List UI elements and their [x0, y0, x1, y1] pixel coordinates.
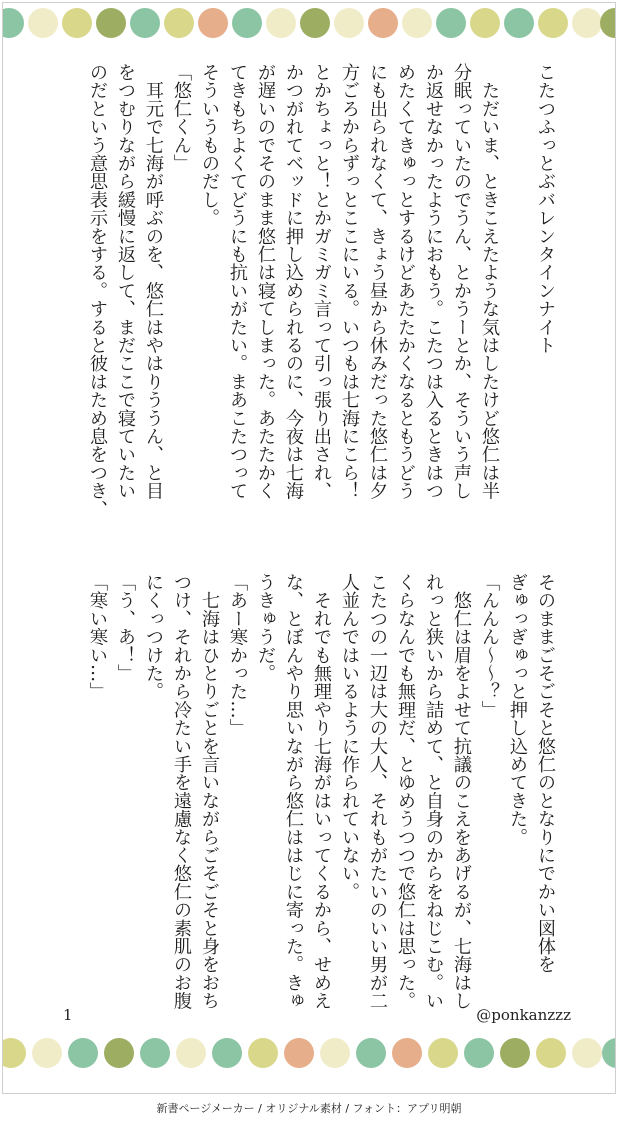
dot-decoration [248, 1038, 278, 1068]
dot-decoration [470, 8, 500, 38]
text-column: くらなんでも無理だ、とゆめうつつで悠仁は思った。 [395, 573, 416, 1010]
text-column: 方ごろからずっとここにいる。いつもは七海にこら！ [339, 63, 360, 500]
dot-decoration [402, 8, 432, 38]
text-column: か返せなかったようにおもう。こたつは入るときはつ [423, 63, 444, 500]
text-column: な、とぼんやり思いながら悠仁ははじに寄った。きゅ [283, 573, 304, 1010]
page-number: 1 [63, 1006, 73, 1024]
text-column: ただいま、ときこえたような気はしたけど悠仁は半 [479, 63, 500, 500]
text-column: そういうものだし。 [199, 63, 220, 227]
dot-decoration [602, 1038, 615, 1068]
text-column: が遅いのでそのまま悠仁は寝てしまった。あたたかく [255, 63, 276, 500]
dot-decoration [600, 8, 615, 38]
text-column: 分眠っていたのでうん、とかうーとか、そういう声し [451, 63, 472, 500]
text-column: にくっつけた。 [143, 573, 164, 701]
text-column: 人並んではいるように作られていない。 [339, 573, 360, 901]
dot-decoration [212, 1038, 242, 1068]
dot-decoration [62, 8, 92, 38]
dot-decoration [140, 1038, 170, 1068]
text-column: 耳元で七海が呼ぶのを、悠仁はやはりううん、と目 [143, 63, 164, 500]
novel-page [2, 2, 616, 1094]
page-maker-credit: 新書ページメーカー / オリジナル素材 / フォント：アプリ明朝 [156, 1102, 462, 1115]
dot-decoration [32, 1038, 62, 1068]
dot-decoration [572, 8, 602, 38]
dot-decoration [232, 8, 262, 38]
story-title: こたつふっとぶバレンタインナイト [535, 63, 556, 355]
dot-decoration [198, 8, 228, 38]
text-column: をつむりながら緩慢に返して、まだここで寝ていたい [115, 63, 136, 500]
text-column: のだという意思表示をする。すると彼はため息をつき、 [87, 63, 108, 518]
text-column: れっと狭いから詰めて、と自身のからをねじこむ。い [423, 573, 444, 1010]
text-column: 「んんん〜〜？」 [479, 573, 500, 719]
text-column: てきもちよくてどうにも抗いがたい。まあこたつって [227, 63, 248, 500]
dot-decoration [536, 1038, 566, 1068]
dot-decoration [130, 8, 160, 38]
text-column: ぎゅっぎゅっと押し込めてきた。 [507, 573, 528, 846]
dot-decoration [428, 1038, 458, 1068]
text-column: とかちょっと！とかガミガミ言って引っ張り出され、 [311, 63, 332, 500]
dot-decoration [3, 1038, 26, 1068]
dot-decoration [538, 8, 568, 38]
text-column: めたくてきゅっとするけどあたたかくなるともうどう [395, 63, 416, 500]
dot-decoration [392, 1038, 422, 1068]
dot-decoration [3, 8, 24, 38]
dot-decoration [96, 8, 126, 38]
text-column: うきゅうだ。 [255, 573, 276, 683]
text-column: にも出られなくて、きょう昼から休みだった悠仁は夕 [367, 63, 388, 500]
dot-decoration [266, 8, 296, 38]
dot-decoration [164, 8, 194, 38]
text-column: 「う、あ！」 [115, 573, 136, 683]
dot-decoration [436, 8, 466, 38]
text-column: こたつの一辺は大の大人、それもがたいのいい男が二 [367, 573, 388, 1010]
vertical-text-body [55, 63, 565, 1010]
dot-decoration [176, 1038, 206, 1068]
dot-decoration [104, 1038, 134, 1068]
dot-decoration [300, 8, 330, 38]
text-column: 悠仁は眉をよせて抗議のこえをあげるが、七海はし [451, 573, 472, 1010]
dot-decoration [504, 8, 534, 38]
dot-decoration [28, 8, 58, 38]
text-column: それでも無理やり七海がはいってくるから、せめえ [311, 573, 332, 1010]
dot-decoration [334, 8, 364, 38]
dot-decoration [320, 1038, 350, 1068]
text-column: つけ、それから冷たい手を遠慮なく悠仁の素肌のお腹 [171, 573, 192, 1010]
text-column: かつがれてベッドに押し込められるのに、今夜は七海 [283, 63, 304, 500]
dot-decoration [464, 1038, 494, 1068]
dot-decoration [284, 1038, 314, 1068]
text-column: 「悠仁くん」 [171, 63, 192, 173]
text-column: そのままごそごそと悠仁のとなりにでかい図体を [535, 573, 556, 974]
dot-decoration [572, 1038, 602, 1068]
text-column: 「あー寒かった…」 [227, 573, 248, 737]
dot-decoration [500, 1038, 530, 1068]
dot-decoration [356, 1038, 386, 1068]
dot-decoration [68, 1038, 98, 1068]
author-handle: @ponkanzzz [476, 1006, 571, 1024]
text-column: 「寒い寒い…」 [87, 573, 108, 701]
top-dot-border [3, 3, 615, 43]
dot-decoration [368, 8, 398, 38]
bottom-dot-border [3, 1033, 615, 1073]
text-column: 七海はひとりごとを言いながらごそごそと身をおち [199, 573, 220, 1010]
